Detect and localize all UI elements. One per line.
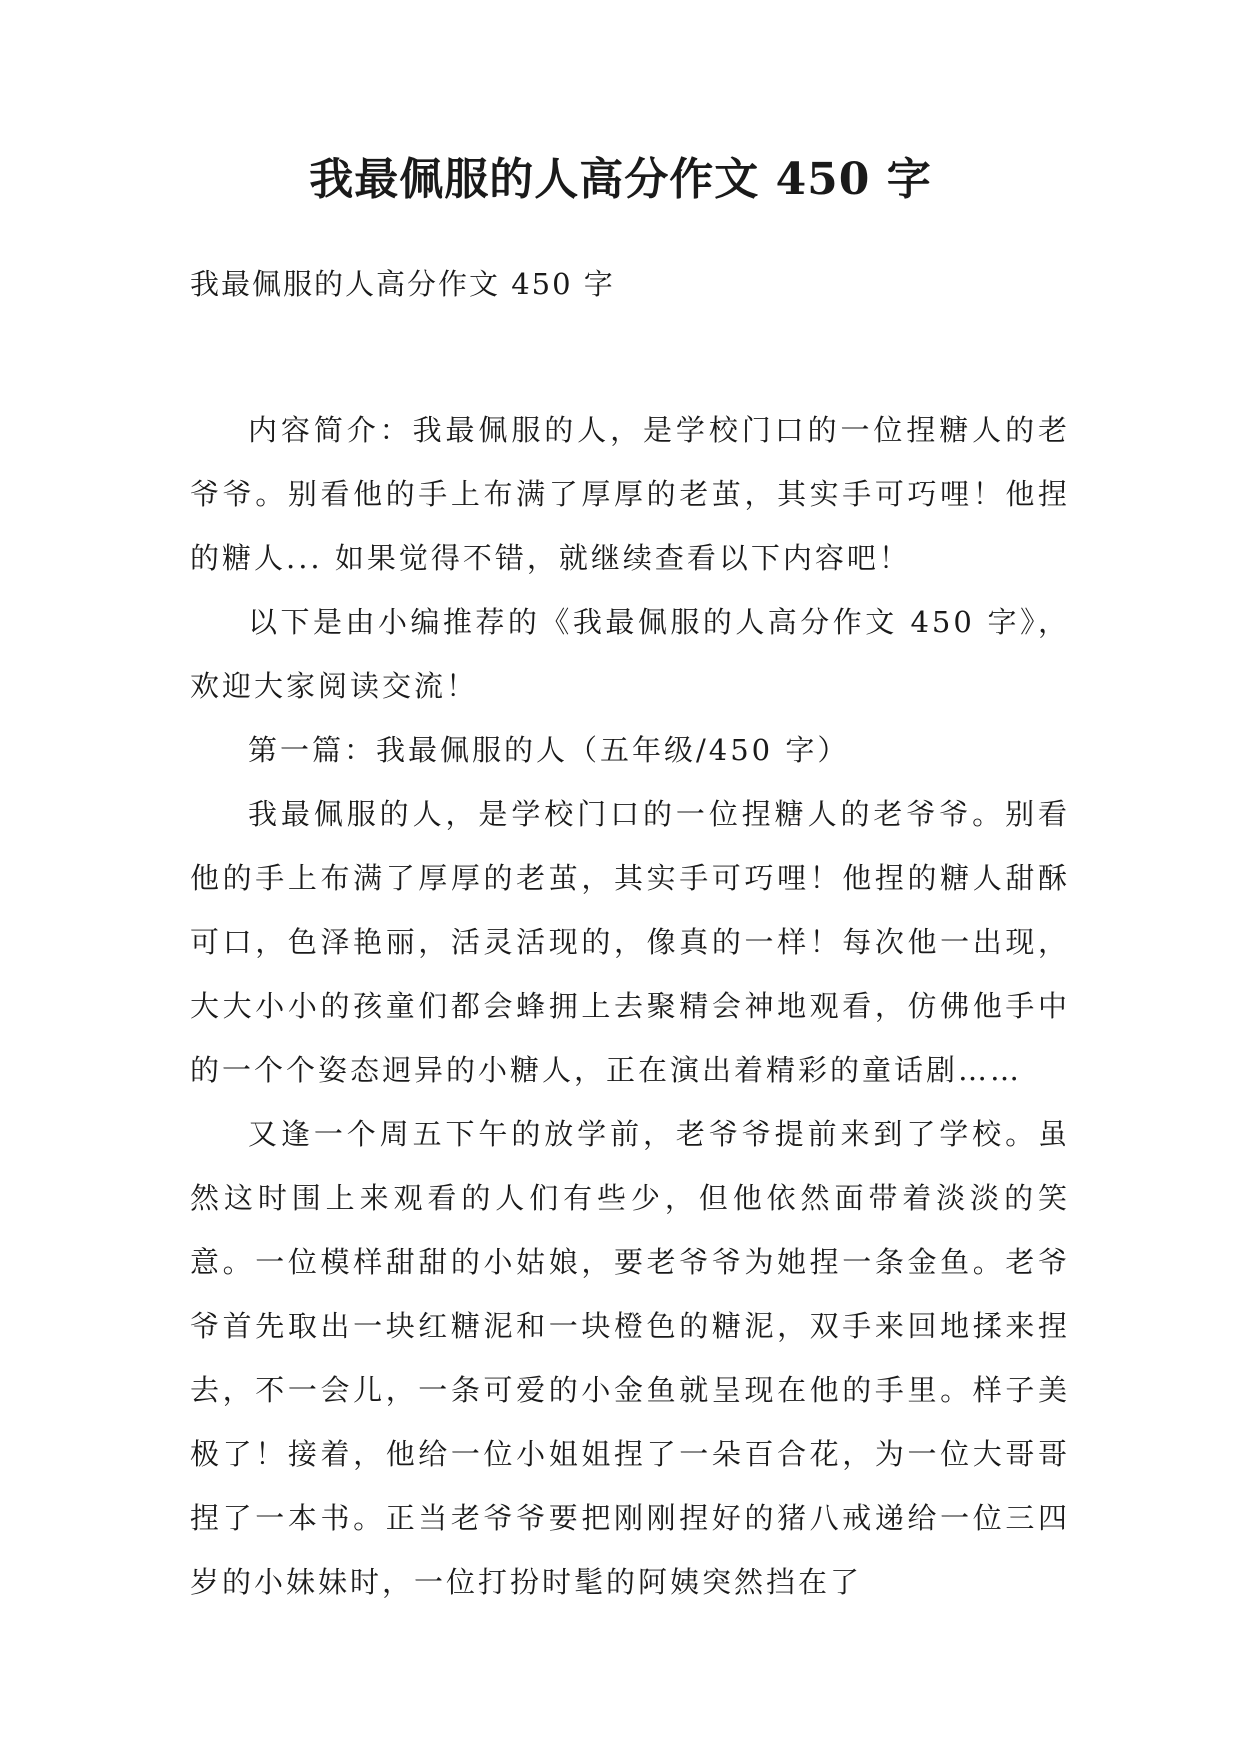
paragraph-intro: 以下是由小编推荐的《我最佩服的人高分作文 450 字》，欢迎大家阅读交流！ bbox=[190, 605, 1070, 703]
paragraph-heading: 第一篇：我最佩服的人（五年级/450 字） bbox=[248, 733, 850, 767]
paragraph-body-2: 又逢一个周五下午的放学前，老爷爷提前来到了学校。虽然这时围上来观看的人们有些少，但他依然面带着淡淡的笑意。一位模样甜甜的小姑娘，要老爷爷为她捏一条金鱼。老爷爷首先取出一块红糖泥和一块橙色的糖泥，双手来回地揉来捏去，不一会儿，一条可爱的小金鱼就呈现在他的手里。样子美极了！接着，他给一位小姐姐捏了一朵百合花，为一位大哥哥捏了一本书。正当老爷爷要把刚刚捏好的猪八戒递给一位三四岁的小妹妹时，一位打扮时髦的阿姨突然挡在了 bbox=[190, 1117, 1070, 1599]
document-body bbox=[190, 398, 1070, 1614]
document-title: 我最佩服的人高分作文 450 字 bbox=[309, 154, 932, 205]
paragraph-summary: 内容简介：我最佩服的人，是学校门口的一位捏糖人的老爷爷。别看他的手上布满了厚厚的老茧，其实手可巧哩！他捏的糖人... 如果觉得不错，就继续查看以下内容吧！ bbox=[190, 413, 1070, 575]
paragraph-body-1: 我最佩服的人，是学校门口的一位捏糖人的老爷爷。别看他的手上布满了厚厚的老茧，其实手可巧哩！他捏的糖人甜酥可口，色泽艳丽，活灵活现的，像真的一样！每次他一出现，大大小小的孩童们都会蜂拥上去聚精会神地观看，仿佛他手中的一个个姿态迥异的小糖人，正在演出着精彩的童话剧…… bbox=[190, 797, 1070, 1087]
document-subtitle: 我最佩服的人高分作文 450 字 bbox=[190, 267, 615, 301]
